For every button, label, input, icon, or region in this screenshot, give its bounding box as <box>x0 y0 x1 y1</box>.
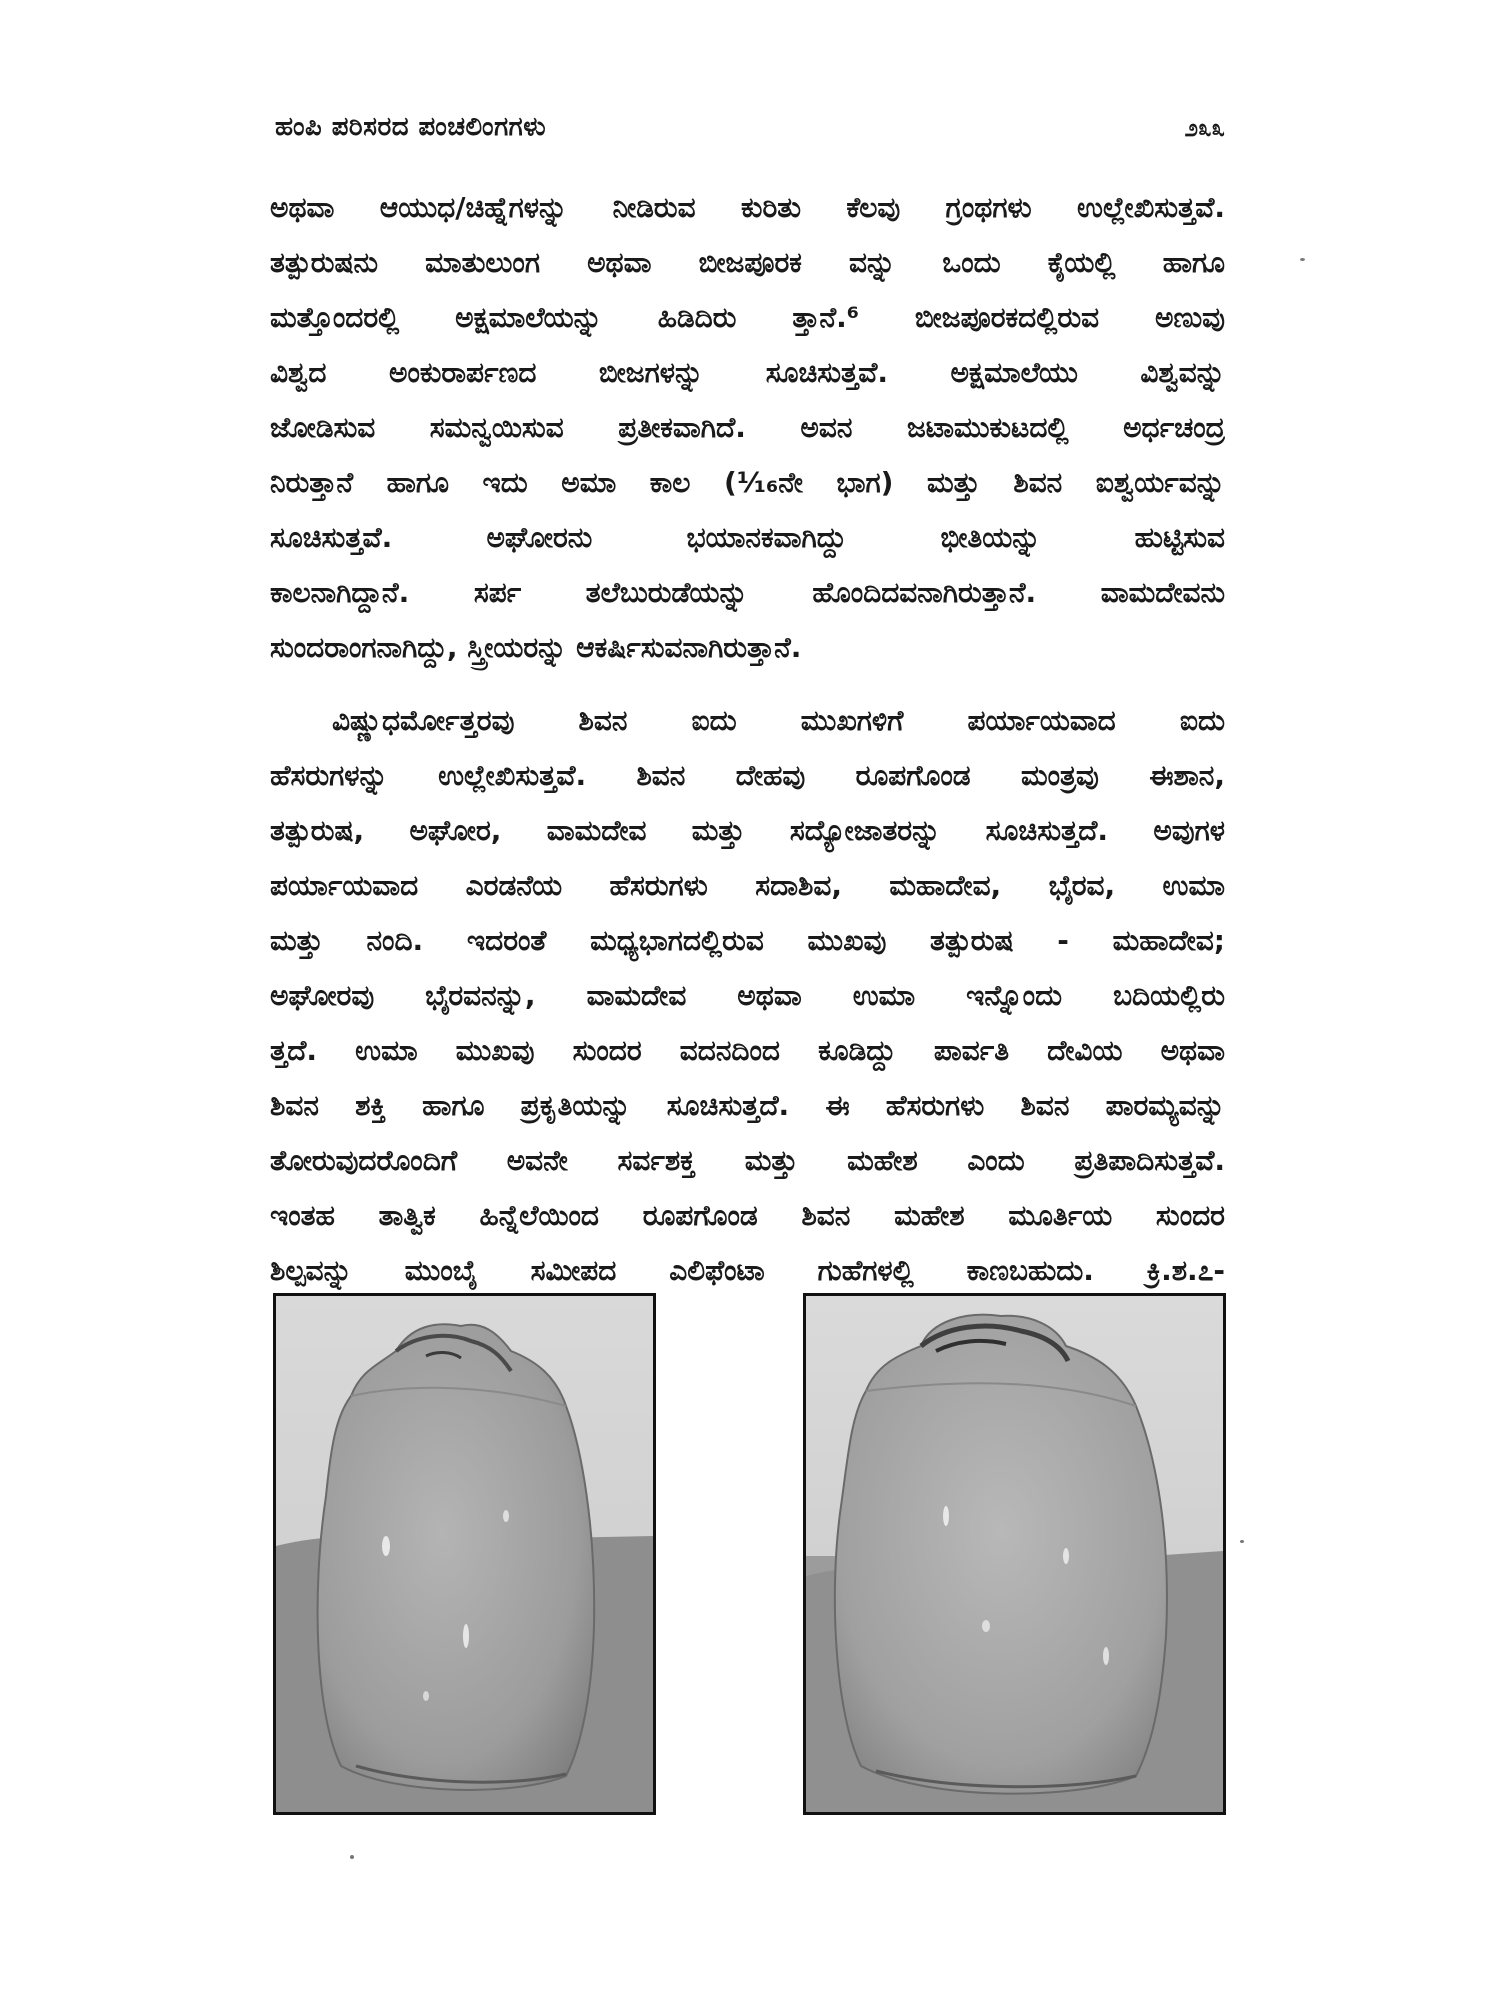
text-line: ಕಾಲನಾಗಿದ್ದಾನೆ. ಸರ್ಪ ತಲೆಬುರುಡೆಯನ್ನು ಹೊಂದಿದವನಾಗಿರುತ್ತಾನೆ. ವಾಮದೇವನು <box>270 576 1225 609</box>
page-number: ೨೩೩ <box>1184 114 1225 142</box>
text-line: ಜೋಡಿಸುವ ಸಮನ್ವಯಿಸುವ ಪ್ರತೀಕವಾಗಿದೆ. ಅವನ ಜಟಾಮುಕುಟದಲ್ಲಿ ಅರ್ಧಚಂದ್ರ <box>270 411 1225 444</box>
text-line: ತತ್ಪುರುಷ, ಅಘೋರ, ವಾಮದೇವ ಮತ್ತು ಸದ್ಯೋಜಾತರನ್ನು ಸೂಚಿಸುತ್ತದೆ. ಅವುಗಳ <box>270 814 1225 847</box>
paragraph-gap <box>270 675 1225 693</box>
text-line: ಪರ್ಯಾಯವಾದ ಎರಡನೆಯ ಹೆಸರುಗಳು ಸದಾಶಿವ, ಮಹಾದೇವ, ಭೈರವ, ಉಮಾ <box>270 869 1225 902</box>
running-head <box>275 112 1225 152</box>
linga-photo-right <box>803 1293 1226 1815</box>
text-line: ಶಿಲ್ಪವನ್ನು ಮುಂಬೈ ಸಮೀಪದ ಎಲಿಫೆಂಟಾ ಗುಹೆಗಳಲ್ಲಿ ಕಾಣಬಹುದು. ಕ್ರಿ.ಶ.೭- <box>270 1254 1225 1287</box>
body-text <box>270 180 1225 1298</box>
text-line: ಮತ್ತು ನಂದಿ. ಇದರಂತೆ ಮಧ್ಯಭಾಗದಲ್ಲಿರುವ ಮುಖವು ತತ್ಪುರುಷ - ಮಹಾದೇವ; <box>270 924 1225 957</box>
paragraph-1 <box>270 180 1225 675</box>
running-title: ಹಂಪಿ ಪರಿಸರದ ಪಂಚಲಿಂಗಗಳು <box>275 112 547 142</box>
linga-photo-right-image <box>806 1296 1223 1812</box>
text-line: ಸೂಚಿಸುತ್ತವೆ. ಅಘೋರನು ಭಯಾನಕವಾಗಿದ್ದು ಭೀತಿಯನ್ನು ಹುಟ್ಟಿಸುವ <box>270 521 1225 554</box>
print-speck <box>1300 258 1305 261</box>
text-line: ಇಂತಹ ತಾತ್ವಿಕ ಹಿನ್ನೆಲೆಯಿಂದ ರೂಪಗೊಂಡ ಶಿವನ ಮಹೇಶ ಮೂರ್ತಿಯ ಸುಂದರ <box>270 1199 1225 1232</box>
text-line: ಅಥವಾ ಆಯುಧ/ಚಿಹ್ನೆಗಳನ್ನು ನೀಡಿರುವ ಕುರಿತು ಕೆಲವು ಗ್ರಂಥಗಳು ಉಲ್ಲೇಖಿಸುತ್ತವೆ. <box>270 191 1225 224</box>
text-line: ವಿಶ್ವದ ಅಂಕುರಾರ್ಪಣದ ಬೀಜಗಳನ್ನು ಸೂಚಿಸುತ್ತವೆ. ಅಕ್ಷಮಾಲೆಯು ವಿಶ್ವವನ್ನು <box>270 356 1225 389</box>
paragraph-2 <box>270 693 1225 1298</box>
print-speck <box>350 1855 354 1859</box>
text-line: ನಿರುತ್ತಾನೆ ಹಾಗೂ ಇದು ಅಮಾ ಕಾಲ (¹⁄₁₆ನೇ ಭಾಗ) ಮತ್ತು ಶಿವನ ಐಶ್ವರ್ಯವನ್ನು <box>270 466 1225 499</box>
text-line: ತತ್ಪುರುಷನು ಮಾತುಲುಂಗ ಅಥವಾ ಬೀಜಪೂರಕ ವನ್ನು ಒಂದು ಕೈಯಲ್ಲಿ ಹಾಗೂ <box>270 246 1225 279</box>
text-line: ಹೆಸರುಗಳನ್ನು ಉಲ್ಲೇಖಿಸುತ್ತವೆ. ಶಿವನ ದೇಹವು ರೂಪಗೊಂಡ ಮಂತ್ರವು ಈಶಾನ, <box>270 759 1225 792</box>
text-line: ಅಘೋರವು ಭೈರವನನ್ನು, ವಾಮದೇವ ಅಥವಾ ಉಮಾ ಇನ್ನೊಂದು ಬದಿಯಲ್ಲಿರು <box>270 979 1225 1012</box>
text-line: ಸುಂದರಾಂಗನಾಗಿದ್ದು, ಸ್ತ್ರೀಯರನ್ನು ಆಕರ್ಷಿಸುವನಾಗಿರುತ್ತಾನೆ. <box>270 631 802 664</box>
linga-photo-left-image <box>276 1296 653 1812</box>
text-line: ತೋರುವುದರೊಂದಿಗೆ ಅವನೇ ಸರ್ವಶಕ್ತ ಮತ್ತು ಮಹೇಶ ಎಂದು ಪ್ರತಿಪಾದಿಸುತ್ತವೆ. <box>270 1144 1225 1177</box>
linga-photo-left <box>273 1293 656 1815</box>
text-line: ಮತ್ತೊಂದರಲ್ಲಿ ಅಕ್ಷಮಾಲೆಯನ್ನು ಹಿಡಿದಿರು ತ್ತಾನೆ.⁶ ಬೀಜಪೂರಕದಲ್ಲಿರುವ ಅಣುವು <box>270 301 1225 334</box>
text-line: ವಿಷ್ಣುಧರ್ಮೋತ್ತರವು ಶಿವನ ಐದು ಮುಖಗಳಿಗೆ ಪರ್ಯಾಯವಾದ ಐದು <box>332 704 1225 737</box>
text-line: ತ್ತದೆ. ಉಮಾ ಮುಖವು ಸುಂದರ ವದನದಿಂದ ಕೂಡಿದ್ದು ಪಾರ್ವತಿ ದೇವಿಯ ಅಥವಾ <box>270 1034 1225 1067</box>
print-speck <box>1240 1540 1244 1543</box>
text-line: ಶಿವನ ಶಕ್ತಿ ಹಾಗೂ ಪ್ರಕೃತಿಯನ್ನು ಸೂಚಿಸುತ್ತದೆ. ಈ ಹೆಸರುಗಳು ಶಿವನ ಪಾರಮ್ಯವನ್ನು <box>270 1089 1225 1122</box>
